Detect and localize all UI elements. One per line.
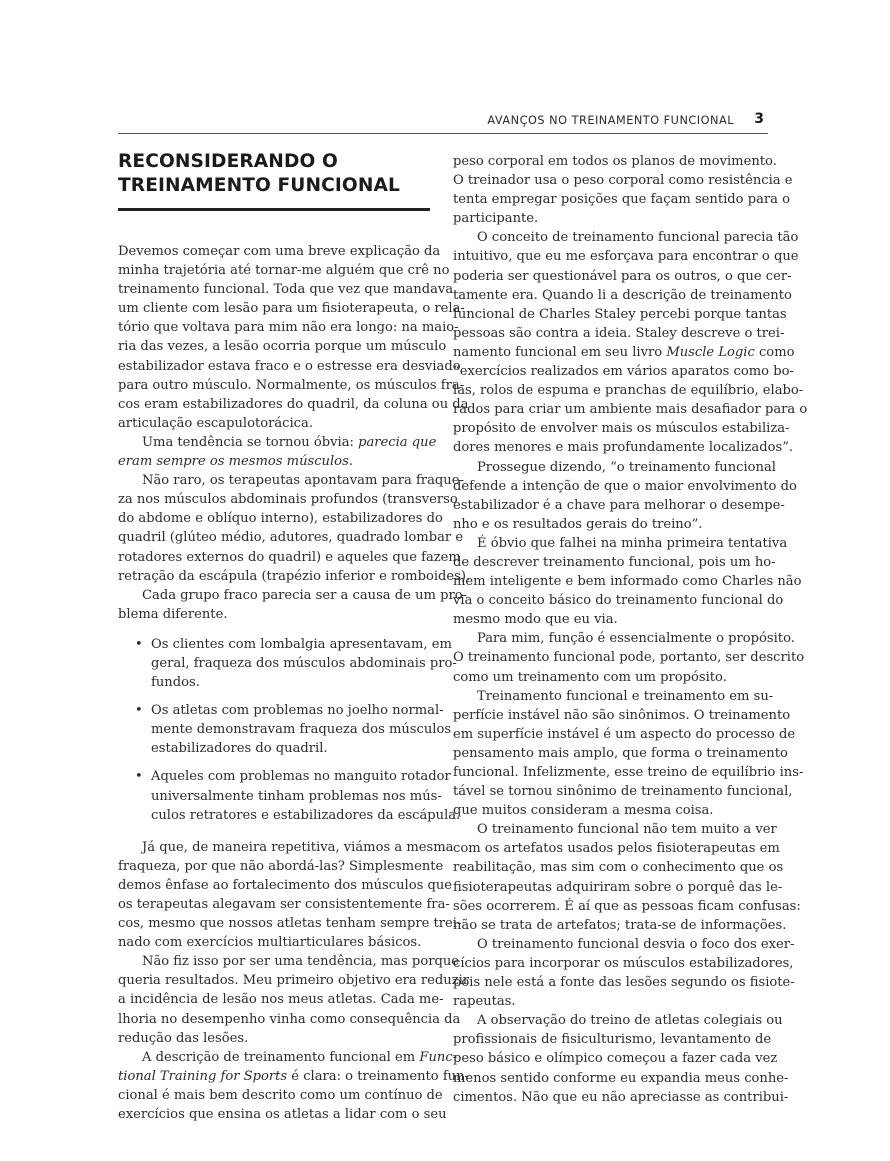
text-line: participante.	[453, 211, 539, 227]
text-line: reabilitação, mas sim com o conhecimento que os	[453, 860, 784, 876]
text-line	[118, 433, 437, 452]
text-line: cimentos. Não que eu não apreciasse as contribui-	[453, 1089, 789, 1105]
paragraph	[453, 228, 808, 457]
text-line: Não raro, os terapeutas apontavam para fraque-	[142, 473, 464, 489]
text-line: nado com exercícios multiarticulares básicos.	[118, 935, 422, 951]
text-run: como	[754, 344, 795, 360]
section-heading	[118, 150, 430, 198]
text-line: estabilizador estava fraco e o estresse era desviado	[118, 358, 461, 374]
text-run: namento funcional em seu livro	[453, 344, 667, 360]
text-line: funcional. Infelizmente, esse treino de equilíbrio ins-	[453, 765, 804, 780]
text-line: poderia ser questionável para os outros, o que cer-	[453, 268, 792, 284]
text-line: Os clientes com lombalgia apresentavam, em	[151, 636, 452, 652]
text-line: cional é mais bem descrito como um contínuo de	[118, 1087, 443, 1103]
text-line: os terapeutas alegavam ser consistentemente fra-	[118, 897, 450, 912]
text-line: Devemos começar com uma breve explicação da	[118, 244, 441, 259]
paragraph	[453, 458, 797, 534]
text-line: tamente era. Quando li a descrição de treinamento	[453, 287, 792, 303]
text-line: profissionais de fisiculturismo, levantamento de	[453, 1032, 772, 1048]
text-line: culos retratores e estabilizadores da escápula.	[151, 807, 461, 823]
section-heading-line: TREINAMENTO FUNCIONAL	[118, 175, 400, 196]
text-line: cos, mesmo que nossos atletas tenham sempre trei-	[118, 916, 462, 932]
text-line: defende a intenção de que o maior envolvimento do	[453, 478, 797, 494]
text-line: fraqueza, por que não abordá-las? Simplesmente	[118, 858, 444, 874]
text-line: que muitos consideram a mesma coisa.	[453, 803, 714, 819]
text-line: cos eram estabilizadores do quadril, da coluna ou da	[118, 396, 469, 412]
text-line: Os atletas com problemas no joelho normal-	[151, 703, 444, 719]
text-line: Prossegue dizendo, “o treinamento funcional	[477, 459, 776, 475]
section-heading-line: RECONSIDERANDO O	[118, 151, 338, 172]
text-line: Não fiz isso por ser uma tendência, mas porque	[142, 954, 460, 970]
text-line: perfície instável não são sinônimos. O treinamento	[453, 707, 791, 723]
paragraph	[118, 952, 470, 1047]
paragraph	[118, 471, 471, 586]
text-line: pessoas são contra a ideia. Staley descreve o trei-	[453, 325, 785, 341]
text-line: peso básico e olímpico começou a fazer cada vez	[453, 1051, 778, 1067]
text-line: ria das vezes, a lesão ocorria porque um músculo	[118, 339, 447, 355]
text-line: A observação do treino de atletas colegiais ou	[477, 1013, 783, 1029]
text-line: lhoria no desempenho vinha como consequência da	[118, 1011, 461, 1027]
text-line: pois nele está a fonte das lesões segundo os fisiote-	[453, 975, 795, 991]
paragraph	[118, 242, 469, 433]
text-line: nho e os resultados gerais do treino”.	[453, 516, 703, 532]
text-line: demos ênfase ao fortalecimento dos músculos que	[118, 877, 453, 893]
bullet-icon: •	[135, 703, 143, 719]
text-line: tável se tornou sinônimo de treinamento funcional,	[453, 784, 793, 800]
text-line: tório que voltava para mim não era longo: na maio-	[118, 320, 459, 336]
text-line: dores menores e mais profundamente localizados”.	[453, 440, 794, 456]
bullet-icon: •	[135, 769, 143, 785]
text-line: “exercícios realizados em vários aparatos como bo-	[453, 364, 794, 380]
text-line: las, rolos de espuma e pranchas de equilíbrio, elabo-	[453, 383, 804, 399]
text-line: como um treinamento com um propósito.	[453, 669, 727, 685]
text-line: queria resultados. Meu primeiro objetivo era reduzir	[118, 973, 470, 989]
italic-run: parecia que	[358, 434, 437, 450]
text-line: É óbvio que falhei na minha primeira tentativa	[477, 535, 788, 551]
text-line: O treinador usa o peso corporal como resistência e	[453, 173, 793, 189]
text-line: um cliente com lesão para um fisioterapeuta, o rela-	[118, 301, 465, 317]
text-line: O treinamento funcional desvia o foco dos exer-	[477, 936, 795, 952]
text-line: não se trata de artefatos; trata-se de informações.	[453, 917, 787, 933]
paragraph	[453, 534, 802, 629]
italic-run: Func-	[419, 1049, 458, 1065]
text-line: fisioterapeutas adquiriram sobre o porquê das le-	[453, 879, 783, 895]
text-line: para outro músculo. Normalmente, os músculos fra-	[118, 377, 465, 393]
paragraph	[118, 586, 468, 624]
text-line: estabilizadores do quadril.	[151, 741, 328, 757]
italic-run: Muscle Logic	[666, 344, 755, 360]
text-line: articulação escapulotorácica.	[118, 415, 313, 431]
italic-run: eram sempre os mesmos músculos	[118, 454, 349, 470]
text-line: do abdome e oblíquo interno), estabilizadores do	[118, 511, 443, 527]
text-line: Treinamento funcional e treinamento em su-	[477, 688, 774, 704]
text-line	[118, 452, 430, 471]
text-run: é clara: o treinamento fun-	[287, 1068, 469, 1084]
page-number: 3	[754, 111, 764, 127]
text-line: redução das lesões.	[118, 1030, 249, 1046]
text-line: O treinamento funcional não tem muito a ver	[477, 822, 777, 838]
text-line: estabilizador é a chave para melhorar o desempe-	[453, 497, 785, 513]
bullet-list	[118, 635, 461, 825]
text-line: via o conceito básico do treinamento funcional do	[453, 593, 784, 609]
text-line: Cada grupo fraco parecia ser a causa de um pro-	[142, 587, 468, 603]
text-line: geral, fraqueza dos músculos abdominais pro-	[151, 655, 457, 671]
text-line	[118, 1048, 458, 1067]
text-line: propósito de envolver mais os músculos estabiliza-	[453, 421, 790, 437]
bullet-item	[118, 767, 461, 824]
text-line: treinamento funcional. Toda que vez que mandava	[118, 282, 454, 298]
text-line: O treinamento funcional pode, portanto, ser descrito	[453, 650, 805, 666]
bullet-item	[118, 701, 452, 758]
paragraph	[118, 838, 462, 953]
running-head	[118, 111, 768, 134]
text-line: intuitivo, que eu me esforçava para encontrar o que	[453, 249, 799, 265]
paragraph	[453, 935, 795, 1011]
paragraph	[453, 152, 793, 228]
text-line: tenta empregar posições que façam sentido para o	[453, 192, 791, 208]
text-line: peso corporal em todos os planos de movimento.	[453, 154, 777, 169]
paragraph	[453, 1011, 789, 1106]
text-line: a incidência de lesão nos meus atletas. Cada me-	[118, 992, 444, 1008]
text-line: exercícios que ensina os atletas a lidar com o seu	[118, 1107, 447, 1123]
text-line: em superfície instável é um aspecto do processo de	[453, 726, 796, 742]
text-run: .	[348, 454, 353, 470]
text-line: mesmo modo que eu via.	[453, 612, 618, 628]
text-line: universalmente tinham problemas nos mús-	[151, 788, 442, 804]
left-column	[118, 150, 471, 1124]
text-line: menos sentido conforme eu expandia meus conhe-	[453, 1070, 789, 1086]
text-line	[118, 1067, 469, 1086]
text-line: minha trajetória até tornar-me alguém que crê no	[118, 263, 450, 279]
text-line: Para mim, função é essencialmente o propósito.	[477, 631, 795, 647]
text-line: com os artefatos usados pelos fisioterapeutas em	[453, 841, 780, 857]
text-line: cícios para incorporar os músculos estabilizadores,	[453, 955, 794, 971]
text-line: rotadores externos do quadril) e aqueles que fazem	[118, 549, 461, 565]
running-head-title: AVANÇOS NO TREINAMENTO FUNCIONAL	[487, 114, 734, 127]
text-line: rados para criar um ambiente mais desafiador para o	[453, 402, 808, 418]
text-line: funcional de Charles Staley percebi porque tantas	[453, 306, 787, 322]
text-line: de descrever treinamento funcional, pois um ho-	[453, 554, 776, 570]
paragraph	[118, 1048, 469, 1124]
text-run: A descrição de treinamento funcional em	[142, 1049, 420, 1065]
paragraph	[453, 687, 804, 821]
text-line: mente demonstravam fraqueza dos músculos	[151, 722, 452, 738]
text-line: O conceito de treinamento funcional parecia tão	[477, 230, 799, 246]
paragraph	[453, 629, 805, 686]
text-line	[453, 343, 795, 362]
text-line: za nos músculos abdominais profundos (transverso	[118, 492, 458, 508]
text-line: Aqueles com problemas no manguito rotador	[151, 769, 451, 785]
text-line: sões ocorrerem. É aí que as pessoas ficam confusas:	[453, 898, 801, 914]
text-line: pensamento mais amplo, que forma o treinamento	[453, 745, 788, 761]
bullet-item	[118, 635, 457, 692]
text-line: retração da escápula (trapézio inferior e romboides).	[118, 568, 471, 584]
right-column	[453, 152, 808, 1107]
text-line: blema diferente.	[118, 606, 228, 622]
text-line: Já que, de maneira repetitiva, viámos a mesma	[142, 839, 454, 855]
paragraph	[453, 820, 801, 935]
text-line: fundos.	[151, 675, 200, 691]
italic-run: tional Training for Sports	[118, 1068, 288, 1084]
text-line: quadril (glúteo médio, adutores, quadrado lombar e	[118, 530, 464, 546]
text-line: mem inteligente e bem informado como Charles não	[453, 574, 802, 590]
text-run: Uma tendência se tornou óbvia:	[142, 434, 359, 450]
paragraph	[118, 433, 437, 471]
text-line: rapeutas.	[453, 994, 516, 1010]
bullet-icon: •	[135, 636, 143, 652]
